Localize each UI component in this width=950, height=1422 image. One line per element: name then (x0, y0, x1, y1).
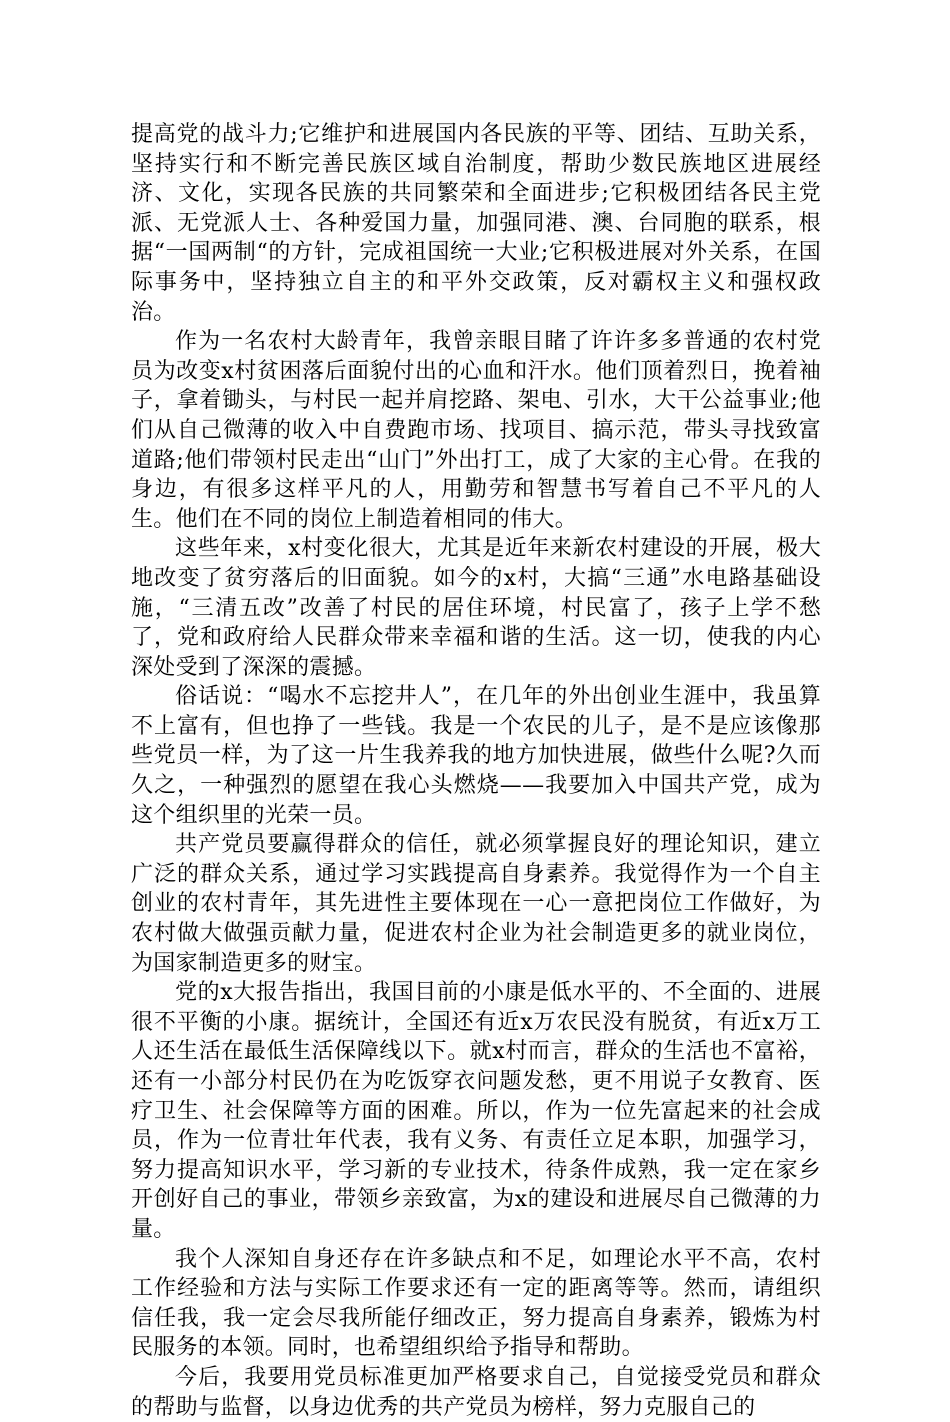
paragraph-4: 俗话说：“喝水不忘挖井人”，在几年的外出创业生涯中，我虽算不上富有，但也挣了一些钱。我是一个农民的儿子，是不是应该像那些党员一样，为了这一片生我养我的地方加快进展，做些什么呢?久而久之，一种强烈的愿望在我心头燃烧——我要加入中国共产党，成为这个组织里的光荣一员。 (131, 684, 821, 828)
paragraph-3: 这些年来，x村变化很大，尤其是近年来新农村建设的开展，极大地改变了贫穷落后的旧面貌。如今的x村，大搞“三通”水电路基础设施，“三清五改”改善了村民的居住环境，村民富了，孩子上学不愁了，党和政府给人民群众带来幸福和谐的生活。这一切，使我的内心深处受到了深深的震撼。 (131, 536, 821, 680)
paragraph-8: 今后，我要用党员标准更加严格要求自己，自觉接受党员和群众的帮助与监督，以身边优秀的共产党员为榜样，努力克服自己的 (131, 1364, 821, 1420)
paragraph-5: 共产党员要赢得群众的信任，就必须掌握良好的理论知识，建立广泛的群众关系，通过学习实践提高自身素养。我觉得作为一个自主创业的农村青年，其先进性主要体现在一心一意把岗位工作做好，为农村做大做强贡献力量，促进农村企业为社会制造更多的就业岗位，为国家制造更多的财宝。 (131, 832, 821, 976)
document-body (131, 120, 821, 1422)
paragraph-2: 作为一名农村大龄青年，我曾亲眼目睹了许许多多普通的农村党员为改变x村贫困落后面貌付出的心血和汗水。他们顶着烈日，挽着袖子，拿着锄头，与村民一起并肩挖路、架电、引水，大干公益事业;他们从自己微薄的收入中自费跑市场、找项目、搞示范，带头寻找致富道路;他们带领村民走出“山门”外出打工，成了大家的主心骨。在我的身边，有很多这样平凡的人，用勤劳和智慧书写着自己不平凡的人生。他们在不同的岗位上制造着相同的伟大。 (131, 329, 821, 532)
paragraph-6: 党的x大报告指出，我国目前的小康是低水平的、不全面的、进展很不平衡的小康。据统计，全国还有近x万农民没有脱贫，有近x万工人还生活在最低生活保障线以下。就x村而言，群众的生活也不富裕，还有一小部分村民仍在为吃饭穿衣问题发愁，更不用说子女教育、医疗卫生、社会保障等方面的困难。所以，作为一位先富起来的社会成员，作为一位青壮年代表，我有义务、有责任立足本职，加强学习，努力提高知识水平，学习新的专业技术，待条件成熟，我一定在家乡开创好自己的事业，带领乡亲致富，为x的建设和进展尽自己微薄的力量。 (131, 980, 821, 1242)
paragraph-7: 我个人深知自身还存在许多缺点和不足，如理论水平不高，农村工作经验和方法与实际工作要求还有一定的距离等等。然而，请组织信任我，我一定会尽我所能仔细改正，努力提高自身素养，锻炼为村民服务的本领。同时，也希望组织给予指导和帮助。 (131, 1246, 821, 1361)
paragraph-1: 提高党的战斗力;它维护和进展国内各民族的平等、团结、互助关系，坚持实行和不断完善民族区域自治制度，帮助少数民族地区进展经济、文化，实现各民族的共同繁荣和全面进步;它积极团结各民主党派、无党派人士、各种爱国力量，加强同港、澳、台同胞的联系，根据“一国两制“的方针，完成祖国统一大业;它积极进展对外关系，在国际事务中，坚持独立自主的和平外交政策，反对霸权主义和强权政治。 (131, 122, 821, 325)
